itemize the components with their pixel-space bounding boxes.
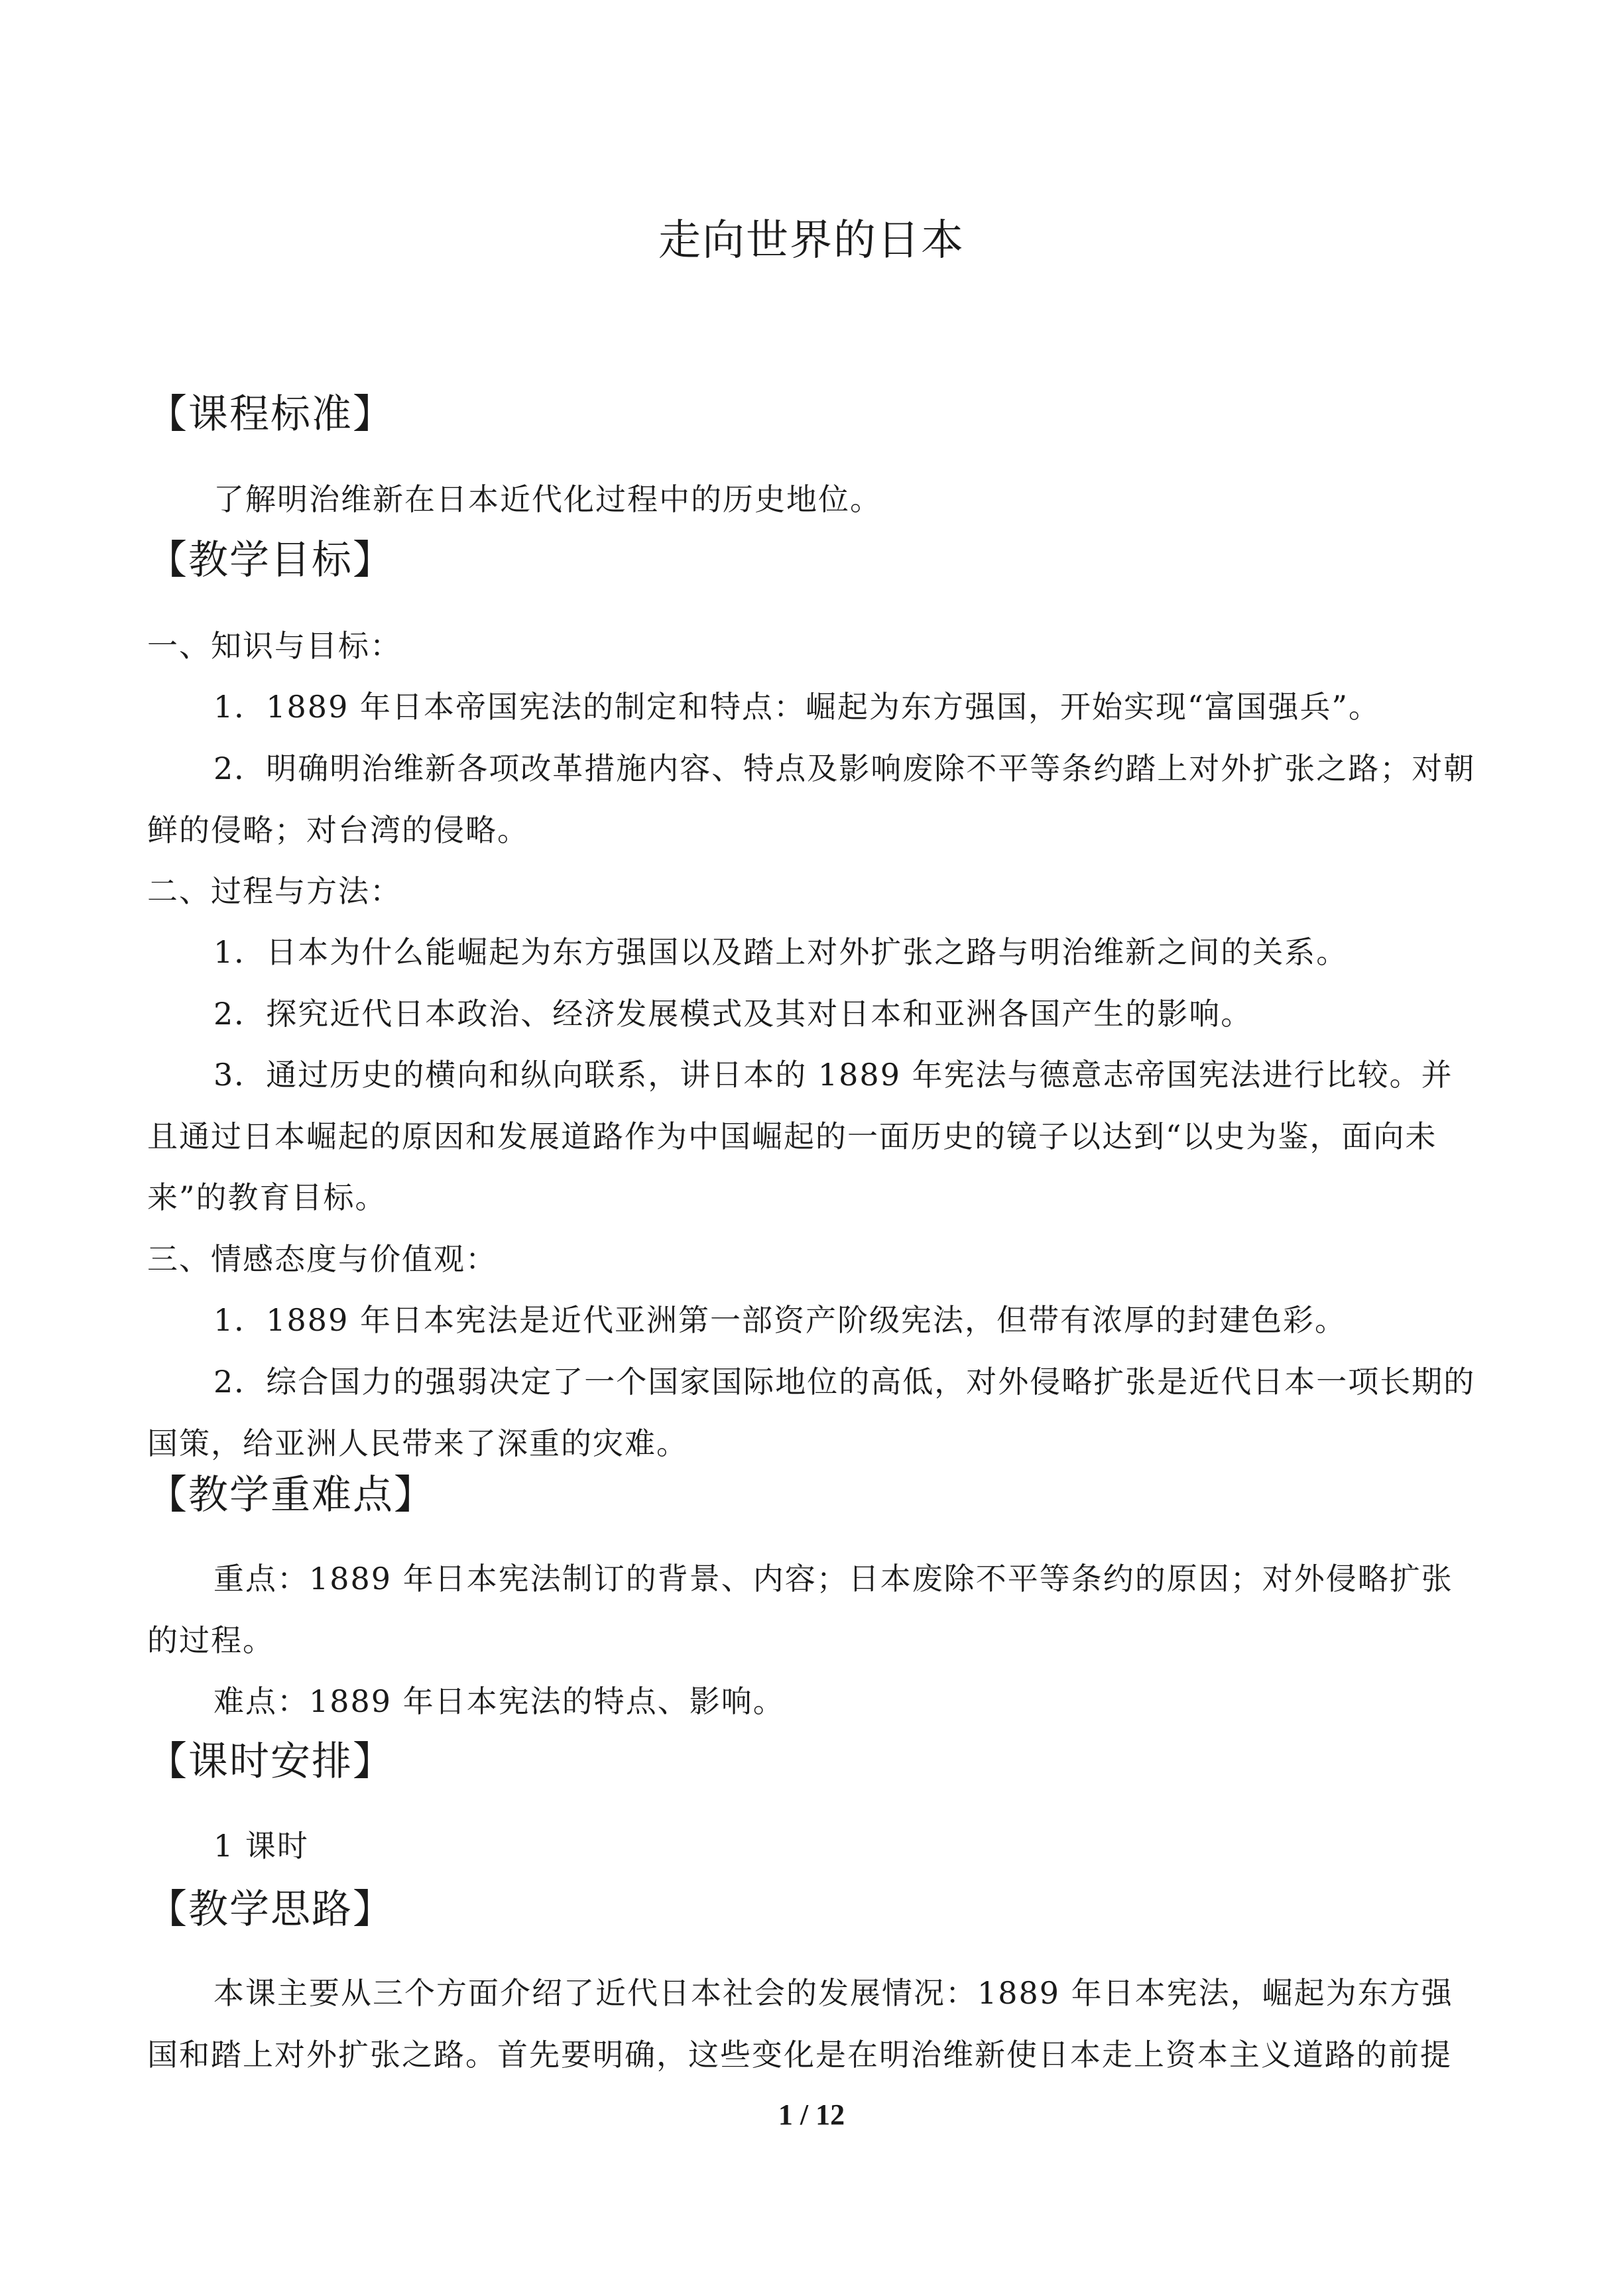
page-indicator: 1 / 12 xyxy=(778,2098,845,2131)
heading-teaching-goals: 【教学目标】 xyxy=(147,537,394,583)
goals-part2-item3: 3．通过历史的横向和纵向联系，讲日本的 1889 年宪法与德意志帝国宪法进行比较。并且通过日本崛起的原因和发展道路作为中国崛起的一面历史的镜子以达到“以史为鉴，面向未来”的教育目标。 xyxy=(147,1057,1453,1215)
heading-schedule: 【课时安排】 xyxy=(147,1738,394,1785)
document-title: 走向世界的日本 xyxy=(658,216,965,265)
key-points-difficulty: 难点：1889 年日本宪法的特点、影响。 xyxy=(213,1683,785,1719)
schedule-text: 1 课时 xyxy=(213,1828,309,1864)
goals-part2-item1: 1．日本为什么能崛起为东方强国以及踏上对外扩张之路与明治维新之间的关系。 xyxy=(213,934,1349,970)
heading-course-standard: 【课程标准】 xyxy=(147,391,394,438)
goals-part1-item2: 2．明确明治维新各项改革措施内容、特点及影响废除不平等条约踏上对外扩张之路；对朝鲜的侵略；对台湾的侵略。 xyxy=(147,751,1476,848)
goals-part2-item2: 2．探究近代日本政治、经济发展模式及其对日本和亚洲各国产生的影响。 xyxy=(213,996,1253,1032)
key-points-focus: 重点：1889 年日本宪法制订的背景、内容；日本废除不平等条约的原因；对外侵略扩张的过程。 xyxy=(147,1561,1453,1658)
approach-text: 本课主要从三个方面介绍了近代日本社会的发展情况：1889 年日本宪法，崛起为东方强国和踏上对外扩张之路。首先要明确，这些变化是在明治维新使日本走上资本主义道路的前提 xyxy=(147,1975,1453,2073)
goals-part2-label: 二、过程与方法： xyxy=(147,873,402,909)
goals-part3-label: 三、情感态度与价值观： xyxy=(147,1241,497,1277)
goals-part1-label: 一、知识与目标： xyxy=(147,628,402,664)
course-standard-text: 了解明治维新在日本近代化过程中的历史地位。 xyxy=(213,481,882,517)
goals-part1-item1: 1．1889 年日本帝国宪法的制定和特点：崛起为东方强国，开始实现“富国强兵”。 xyxy=(213,689,1380,725)
heading-key-points: 【教学重难点】 xyxy=(147,1472,435,1518)
goals-part3-item1: 1．1889 年日本宪法是近代亚洲第一部资产阶级宪法，但带有浓厚的封建色彩。 xyxy=(213,1302,1347,1338)
heading-approach: 【教学思路】 xyxy=(147,1886,394,1933)
goals-part3-item2: 2．综合国力的强弱决定了一个国家国际地位的高低，对外侵略扩张是近代日本一项长期的国策，给亚洲人民带来了深重的灾难。 xyxy=(147,1364,1476,1461)
